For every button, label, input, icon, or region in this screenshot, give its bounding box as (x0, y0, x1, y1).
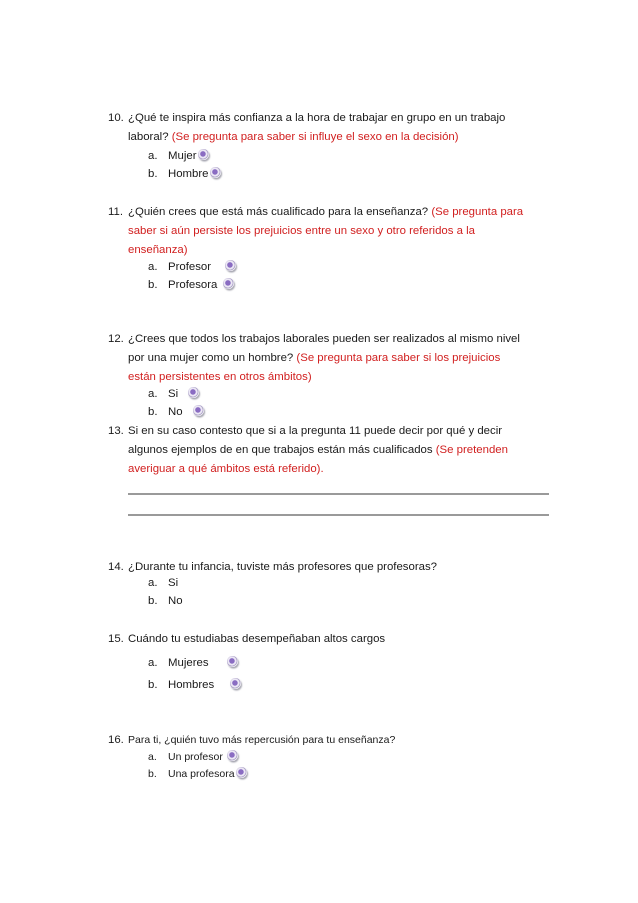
question-number: 16. (108, 734, 124, 746)
question-number: 14. (108, 561, 124, 573)
radio-button[interactable] (223, 278, 234, 289)
option-label: Mujer (168, 150, 197, 162)
option-letter: b. (148, 168, 158, 180)
question-number: 10. (108, 112, 124, 124)
option-letter: b. (148, 679, 158, 691)
question-text: Cuándo tu estudiabas desempeñaban altos cargos (128, 633, 386, 645)
option-letter: b. (148, 595, 158, 607)
question-text: ¿Crees que todos los trabajos laborales pueden ser realizados al mismo nivel (128, 333, 520, 345)
option-14b (148, 594, 183, 608)
question-15 (108, 630, 385, 649)
question-number: 12. (108, 333, 124, 345)
option-16b (148, 767, 247, 781)
question-note: saber si aún persiste los prejuicios entre un sexo y otro referidos a la (128, 225, 475, 237)
option-letter: a. (148, 261, 158, 273)
answer-line-2[interactable] (128, 514, 549, 516)
option-letter: b. (148, 768, 157, 780)
option-16a (148, 750, 238, 764)
question-text: ¿Durante tu infancia, tuviste más profesores que profesoras? (128, 561, 437, 573)
option-letter: b. (148, 279, 158, 291)
option-letter: a. (148, 751, 157, 763)
option-label: No (168, 595, 183, 607)
option-12a (148, 387, 199, 401)
question-note: averiguar a qué ámbitos está referido). (128, 463, 324, 475)
question-text: algunos ejemplos de en que trabajos están más cualificados (128, 444, 436, 456)
answer-line-1[interactable] (128, 493, 549, 495)
option-letter: a. (148, 577, 158, 589)
question-text: ¿Qué te inspira más confianza a la hora de trabajar en grupo en un trabajo (128, 112, 506, 124)
question-text: Si en su caso contesto que si a la pregunta 11 puede decir por qué y decir (128, 425, 503, 437)
option-label: Hombre (168, 168, 209, 180)
question-note: (Se pregunta para saber si influye el sexo en la decisión) (171, 131, 459, 143)
question-12 (108, 330, 520, 387)
option-label: Mujeres (168, 657, 209, 669)
option-12b (148, 405, 204, 419)
radio-button[interactable] (227, 656, 238, 667)
radio-button[interactable] (193, 405, 204, 416)
option-label: Si (168, 577, 179, 589)
option-14a (148, 576, 178, 590)
question-note: están persistentes en otros ámbitos) (128, 371, 312, 383)
option-11a (148, 260, 236, 274)
question-note: (Se pregunta para saber si los prejuicios (296, 352, 501, 364)
question-number: 15. (108, 633, 124, 645)
question-note: enseñanza) (128, 244, 188, 256)
option-10b (148, 167, 221, 181)
question-text: Para ti, ¿quién tuvo más repercusión para tu enseñanza? (128, 734, 396, 746)
option-11b (148, 278, 234, 292)
question-note: (Se pregunta para (431, 206, 524, 218)
option-letter: a. (148, 150, 158, 162)
radio-button[interactable] (210, 167, 221, 178)
radio-button[interactable] (225, 260, 236, 271)
radio-button[interactable] (227, 750, 238, 761)
option-15b (148, 678, 241, 692)
option-label: Una profesora (168, 768, 235, 780)
option-label: Hombres (168, 679, 215, 691)
radio-button[interactable] (198, 149, 209, 160)
option-label: Profesor (168, 261, 212, 273)
question-11 (108, 203, 523, 260)
option-letter: a. (148, 657, 158, 669)
radio-button[interactable] (236, 767, 247, 778)
question-note: (Se pretenden (435, 444, 508, 456)
question-text: por una mujer como un hombre? (128, 352, 297, 364)
option-label: Si (168, 388, 179, 400)
question-text: laboral? (128, 131, 172, 143)
option-letter: b. (148, 406, 158, 418)
option-15a (148, 656, 238, 670)
option-label: Profesora (168, 279, 218, 291)
question-13 (108, 422, 508, 479)
option-label: Un profesor (168, 751, 223, 763)
question-14 (108, 558, 437, 577)
option-label: No (168, 406, 183, 418)
option-10a (148, 149, 209, 163)
radio-button[interactable] (188, 387, 199, 398)
question-text: ¿Quién crees que está más cualificado para la enseñanza? (128, 206, 432, 218)
option-letter: a. (148, 388, 158, 400)
question-16 (108, 731, 395, 750)
question-number: 13. (108, 425, 124, 437)
question-10 (108, 109, 505, 147)
radio-button[interactable] (230, 678, 241, 689)
question-number: 11. (108, 206, 123, 218)
